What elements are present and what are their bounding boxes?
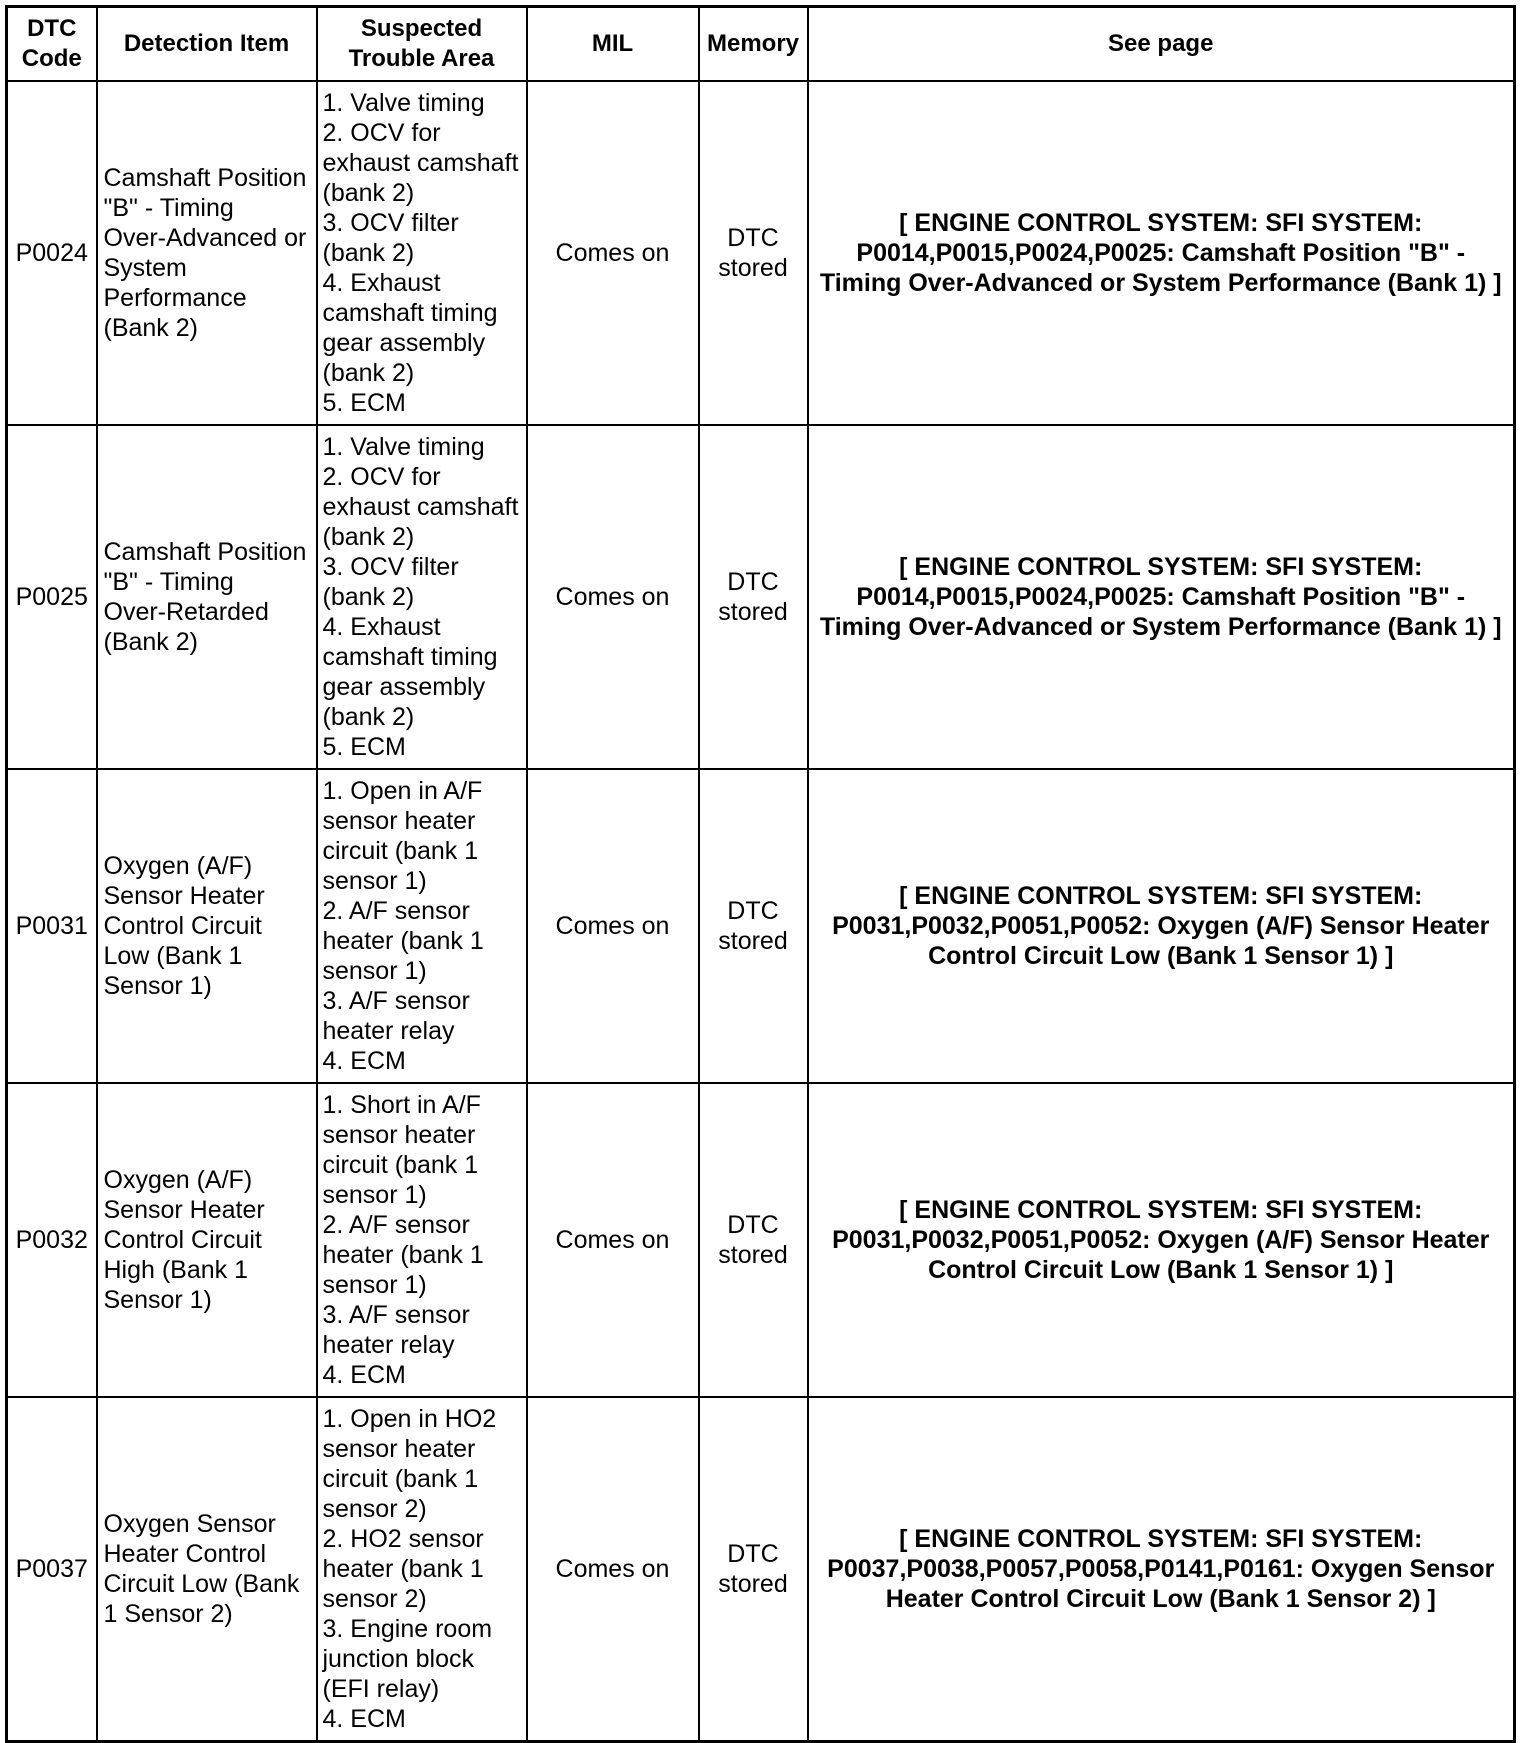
cell-line: 1. Open in HO2 (322, 1404, 497, 1433)
detection-item-cell (97, 769, 317, 1083)
cell-line: [ ENGINE CONTROL SYSTEM: SFI SYSTEM: (899, 1196, 1423, 1224)
see-page-cell (808, 1083, 1515, 1397)
detection-item-cell (97, 1397, 317, 1741)
cell-line: sensor 1) (322, 867, 427, 895)
cell-line: stored (718, 927, 788, 955)
table-body (7, 81, 1515, 1741)
cell-line: 1. Valve timing (322, 433, 485, 461)
cell-line: stored (718, 1569, 788, 1598)
cell-line: 4. ECM (322, 1361, 406, 1389)
memory-cell (699, 425, 808, 769)
dtc-code-cell: P0031 (7, 769, 97, 1083)
cell-line: Control Circuit Low (Bank 1 Sensor 1) ] (928, 942, 1394, 970)
cell-line: 4. Exhaust (322, 613, 441, 641)
cell-line: exhaust camshaft (322, 149, 519, 177)
cell-line: 1. Short in A/F (322, 1091, 481, 1119)
mil-cell (527, 1083, 699, 1397)
cell-line: "B" - Timing (103, 568, 234, 596)
cell-line: P0014,P0015,P0024,P0025: Camshaft Position "B" - (856, 239, 1466, 267)
cell-line: Comes on (555, 239, 670, 267)
cell-line: Circuit Low (Bank (103, 1569, 300, 1598)
cell-line: 3. A/F sensor (322, 1301, 470, 1329)
cell-line: (bank 2) (322, 359, 415, 387)
cell-line: (bank 2) (322, 239, 415, 267)
cell-line: circuit (bank 1 (322, 1464, 479, 1493)
cell-line: sensor heater (322, 1434, 476, 1463)
see-page-cell (808, 425, 1515, 769)
cell-line: sensor heater (322, 807, 476, 835)
cell-line: stored (718, 254, 788, 282)
cell-line: P0037,P0038,P0057,P0058,P0141,P0161: Oxygen Sensor (827, 1554, 1495, 1583)
cell-line: [ ENGINE CONTROL SYSTEM: SFI SYSTEM: (899, 553, 1423, 581)
cell-line: sensor 1) (322, 1181, 427, 1209)
cell-line: "B" - Timing (103, 194, 234, 222)
cell-line: 2. OCV for (322, 119, 441, 147)
memory-cell (699, 1397, 808, 1741)
memory-cell (699, 1083, 808, 1397)
cell-line: DTC (727, 1539, 779, 1568)
dtc-table (5, 5, 1516, 1743)
cell-line: Camshaft Position (103, 538, 307, 566)
header-suspected-trouble-area: Suspected Trouble Area (317, 7, 527, 82)
cell-line: Camshaft Position (103, 164, 307, 192)
table-row (7, 769, 1515, 1083)
cell-line: gear assembly (322, 329, 486, 357)
cell-line: camshaft timing (322, 299, 498, 327)
cell-line: 5. ECM (322, 733, 406, 761)
suspected-area-cell (317, 425, 527, 769)
cell-line: 4. Exhaust (322, 269, 441, 297)
cell-line: [ ENGINE CONTROL SYSTEM: SFI SYSTEM: (899, 882, 1423, 910)
mil-cell (527, 769, 699, 1083)
cell-line: (bank 2) (322, 703, 415, 731)
cell-line: Comes on (555, 1554, 670, 1583)
cell-line: circuit (bank 1 (322, 1151, 479, 1179)
memory-cell (699, 81, 808, 425)
cell-line: P0014,P0015,P0024,P0025: Camshaft Position "B" - (856, 583, 1466, 611)
cell-line: (Bank 2) (103, 314, 198, 342)
cell-line: 4. ECM (322, 1047, 406, 1075)
cell-line: Oxygen (A/F) (103, 1166, 253, 1194)
dtc-code-cell: P0024 (7, 81, 97, 425)
cell-line: heater (bank 1 (322, 927, 484, 955)
cell-line: DTC (727, 568, 779, 596)
table-row (7, 81, 1515, 425)
table-row (7, 1397, 1515, 1741)
cell-line: junction block (322, 1644, 474, 1673)
see-page-cell (808, 81, 1515, 425)
detection-item-cell (97, 1083, 317, 1397)
cell-line: 3. OCV filter (322, 209, 459, 237)
cell-line: Low (Bank 1 (103, 942, 243, 970)
see-page-cell (808, 769, 1515, 1083)
cell-line: Heater Control Circuit Low (Bank 1 Sensor 2) ] (885, 1584, 1436, 1613)
cell-line: Over-Retarded (103, 598, 269, 626)
cell-line: P0031,P0032,P0051,P0052: Oxygen (A/F) Sensor Heater (832, 1226, 1490, 1254)
mil-cell (527, 425, 699, 769)
cell-line: Timing Over-Advanced or System Performance (Bank 1) ] (819, 269, 1502, 297)
cell-line: Comes on (555, 583, 670, 611)
dtc-code-cell: P0032 (7, 1083, 97, 1397)
cell-line: heater (bank 1 (322, 1554, 484, 1583)
cell-line: 3. Engine room (322, 1614, 493, 1643)
cell-line: Sensor 1) (103, 1286, 212, 1314)
cell-line: System (103, 254, 187, 282)
header-detection-item: Detection Item (97, 7, 317, 82)
cell-line: DTC (727, 897, 779, 925)
cell-line: Control Circuit (103, 912, 262, 940)
cell-line: sensor 1) (322, 1271, 427, 1299)
cell-line: 1 Sensor 2) (103, 1599, 233, 1628)
cell-line: 2. OCV for (322, 463, 441, 491)
cell-line: camshaft timing (322, 643, 498, 671)
detection-item-cell (97, 425, 317, 769)
header-dtc-code: DTC Code (7, 7, 97, 82)
cell-line: Over-Advanced or (103, 224, 307, 252)
cell-line: 1. Valve timing (322, 89, 485, 117)
header-memory: Memory (699, 7, 808, 82)
cell-line: sensor 2) (322, 1494, 427, 1523)
cell-line: [ ENGINE CONTROL SYSTEM: SFI SYSTEM: (899, 1524, 1423, 1553)
suspected-area-cell (317, 81, 527, 425)
cell-line: 2. A/F sensor (322, 897, 470, 925)
see-page-cell (808, 1397, 1515, 1741)
memory-cell (699, 769, 808, 1083)
cell-line: P0031,P0032,P0051,P0052: Oxygen (A/F) Sensor Heater (832, 912, 1490, 940)
cell-line: Comes on (555, 912, 670, 940)
header-see-page: See page (808, 7, 1515, 82)
table-row (7, 425, 1515, 769)
suspected-area-cell (317, 769, 527, 1083)
cell-line: Sensor Heater (103, 882, 265, 910)
cell-line: (bank 2) (322, 583, 415, 611)
cell-line: Control Circuit (103, 1226, 262, 1254)
cell-line: [ ENGINE CONTROL SYSTEM: SFI SYSTEM: (899, 209, 1423, 237)
cell-line: stored (718, 598, 788, 626)
cell-line: Heater Control (103, 1539, 267, 1568)
cell-line: 3. OCV filter (322, 553, 459, 581)
cell-line: Oxygen (A/F) (103, 852, 253, 880)
cell-line: DTC (727, 224, 779, 252)
cell-line: Timing Over-Advanced or System Performance (Bank 1) ] (819, 613, 1502, 641)
cell-line: Performance (103, 284, 247, 312)
cell-line: exhaust camshaft (322, 493, 519, 521)
header-row (7, 7, 1515, 82)
cell-line: (bank 2) (322, 523, 415, 551)
cell-line: Comes on (555, 1226, 670, 1254)
table-row (7, 1083, 1515, 1397)
dtc-code-cell: P0037 (7, 1397, 97, 1741)
suspected-area-cell (317, 1083, 527, 1397)
cell-line: Sensor Heater (103, 1196, 265, 1224)
cell-line: Control Circuit Low (Bank 1 Sensor 1) ] (928, 1256, 1394, 1284)
cell-line: (EFI relay) (322, 1674, 440, 1703)
cell-line: circuit (bank 1 (322, 837, 479, 865)
cell-line: heater relay (322, 1331, 455, 1359)
detection-item-cell (97, 81, 317, 425)
cell-line: sensor heater (322, 1121, 476, 1149)
cell-line: sensor 1) (322, 957, 427, 985)
cell-line: stored (718, 1241, 788, 1269)
cell-line: DTC (727, 1211, 779, 1239)
cell-line: 5. ECM (322, 389, 406, 417)
dtc-code-cell: P0025 (7, 425, 97, 769)
cell-line: sensor 2) (322, 1584, 427, 1613)
cell-line: heater relay (322, 1017, 455, 1045)
cell-line: Oxygen Sensor (103, 1509, 276, 1538)
cell-line: Sensor 1) (103, 972, 212, 1000)
cell-line: 4. ECM (322, 1704, 406, 1733)
cell-line: 3. A/F sensor (322, 987, 470, 1015)
suspected-area-cell (317, 1397, 527, 1741)
cell-line: gear assembly (322, 673, 486, 701)
table-header (7, 7, 1515, 82)
mil-cell (527, 81, 699, 425)
cell-line: 2. A/F sensor (322, 1211, 470, 1239)
cell-line: 2. HO2 sensor (322, 1524, 484, 1553)
cell-line: heater (bank 1 (322, 1241, 484, 1269)
cell-line: (Bank 2) (103, 628, 198, 656)
cell-line: High (Bank 1 (103, 1256, 249, 1284)
cell-line: (bank 2) (322, 179, 415, 207)
mil-cell (527, 1397, 699, 1741)
cell-line: 1. Open in A/F (322, 777, 483, 805)
header-mil: MIL (527, 7, 699, 82)
